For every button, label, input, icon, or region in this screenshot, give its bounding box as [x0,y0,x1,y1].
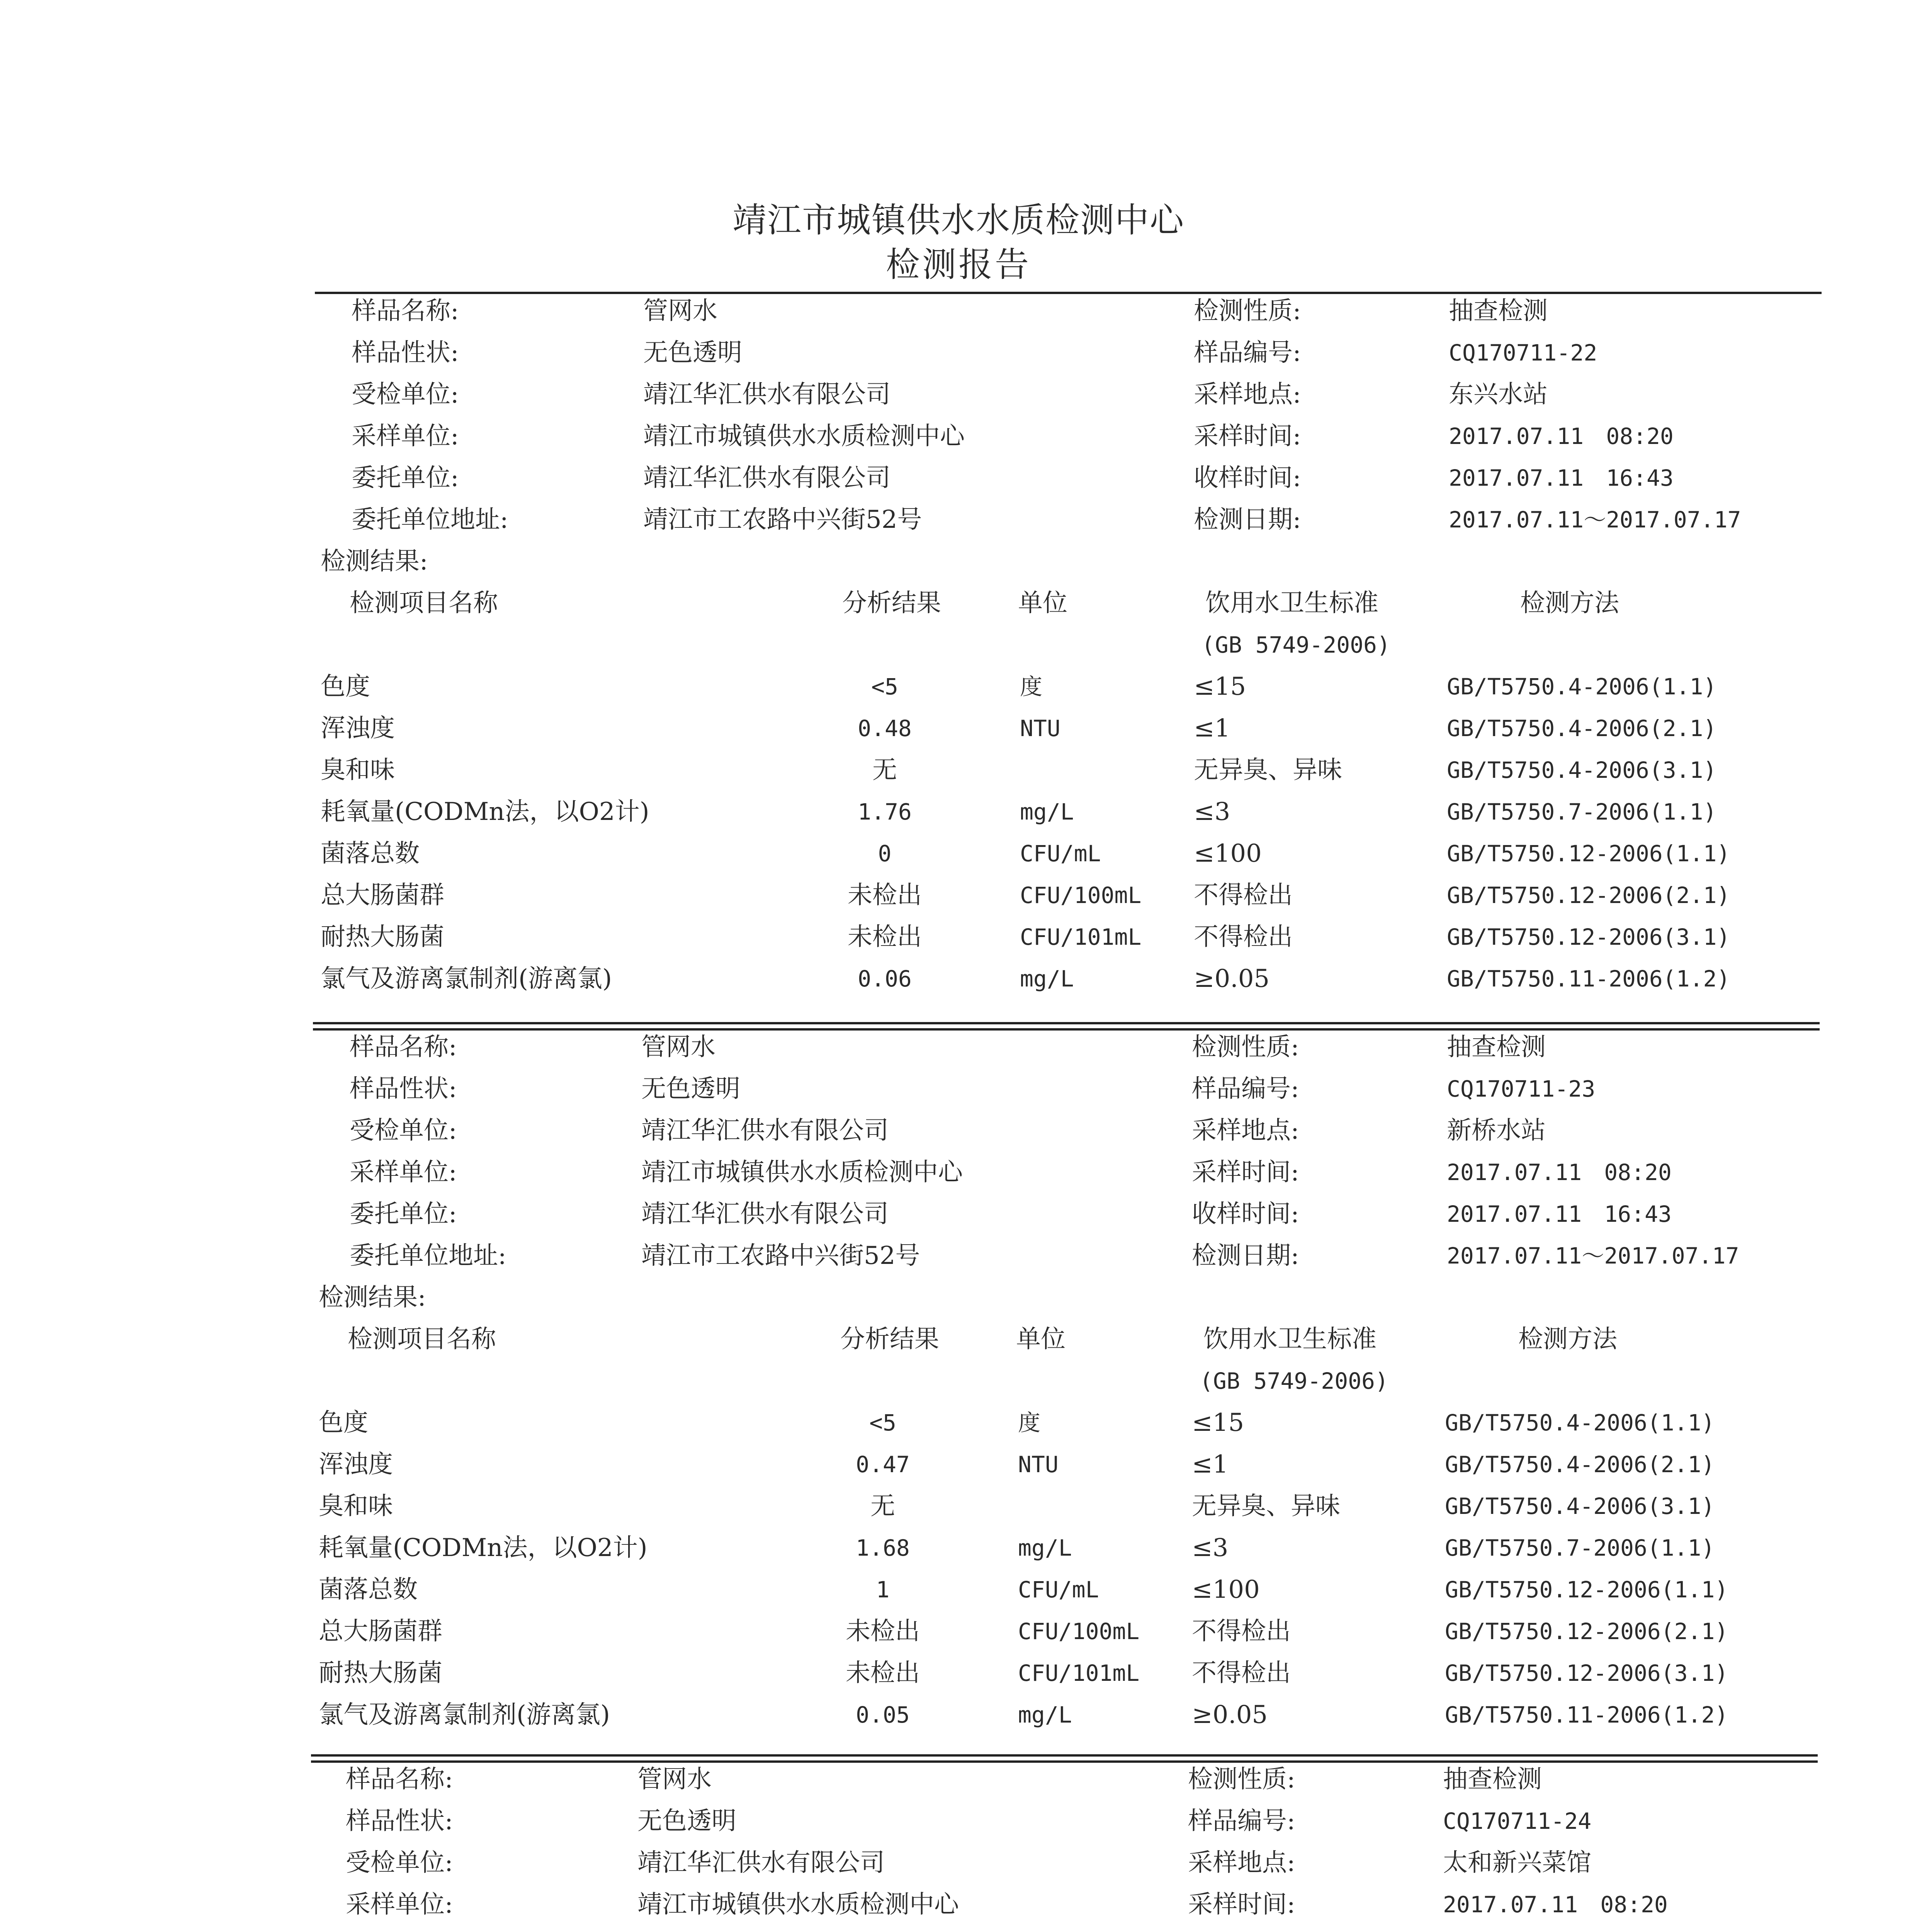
cell-result: 1.76 [858,799,912,825]
cell-item: 氯气及游离氯制剂(游离氯) [321,964,612,993]
cell-standard: 无异臭、异味 [1192,1492,1340,1520]
cell-method: GB/T5750.12-2006(1.1) [1447,840,1730,867]
cell-unit: mg/L [1018,1535,1072,1561]
info-value-sample-state: 无色透明 [641,1075,740,1103]
col-header-item: 检测项目名称 [350,589,498,617]
cell-standard: ≤15 [1194,672,1246,701]
info-value-sampling-time: 2017.07.11 08:20 [1447,1159,1672,1185]
info-label: 采样地点: [1192,1116,1299,1145]
cell-unit: mg/L [1020,966,1074,992]
info-value-inspected-unit: 靖江华汇供水有限公司 [637,1849,885,1877]
cell-item: 耗氧量(CODMn法，以O2计) [321,798,649,826]
info-value-sample-state: 无色透明 [637,1807,736,1835]
info-label: 采样地点: [1188,1849,1295,1877]
cell-standard: ≤1 [1192,1450,1229,1479]
cell-item: 臭和味 [319,1492,393,1520]
cell-method: GB/T5750.12-2006(2.1) [1447,882,1730,908]
cell-unit: 度 [1018,1410,1041,1436]
info-label: 样品性状: [352,338,459,367]
cell-item: 耐热大肠菌 [319,1659,442,1687]
info-label: 委托单位: [350,1200,457,1228]
cell-unit: mg/L [1018,1702,1072,1728]
cell-standard: ≤3 [1192,1534,1229,1562]
info-value-sample-state: 无色透明 [643,338,742,367]
info-label: 采样时间: [1188,1890,1295,1919]
cell-standard: 不得检出 [1192,1659,1291,1687]
info-value-sample-no: CQ170711-23 [1447,1076,1596,1102]
info-label: 检测性质: [1188,1765,1295,1794]
cell-result: 未检出 [846,1617,920,1646]
cell-standard: 不得检出 [1192,1617,1291,1646]
info-label: 采样时间: [1194,422,1301,451]
info-label: 采样时间: [1192,1158,1299,1187]
cell-method: GB/T5750.4-2006(1.1) [1447,673,1717,700]
info-value-client-unit: 靖江华汇供水有限公司 [643,464,891,492]
cell-unit: CFU/100mL [1020,882,1142,908]
cell-unit: NTU [1020,715,1060,742]
cell-item: 总大肠菌群 [321,881,444,910]
info-label: 样品名称: [352,297,459,325]
report-org-title: 靖江市城镇供水水质检测中心 [732,200,1185,240]
info-value-sampling-unit: 靖江市城镇供水水质检测中心 [643,422,965,451]
info-value-sampling-time: 2017.07.11 08:20 [1443,1891,1668,1918]
info-label: 受检单位: [352,380,459,409]
info-value-client-address: 靖江市工农路中兴街52号 [641,1242,920,1270]
cell-result: 无 [870,1492,895,1520]
info-label: 样品编号: [1188,1807,1295,1835]
info-value-receive-time: 2017.07.11 16:43 [1447,1201,1672,1227]
cell-method: GB/T5750.7-2006(1.1) [1447,799,1717,825]
col-header-unit: 单位 [1018,589,1067,617]
cell-result: 1 [876,1577,890,1603]
info-label: 收样时间: [1194,464,1301,492]
cell-unit: CFU/100mL [1018,1618,1140,1645]
cell-item: 菌落总数 [319,1575,418,1604]
cell-result: 无 [872,756,897,784]
info-value-sampling-site: 东兴水站 [1449,380,1548,409]
cell-item: 臭和味 [321,756,395,784]
col-header-standard-ref: (GB 5749-2006) [1200,1368,1388,1394]
sample-block-2 [0,1032,1917,1766]
results-heading: 检测结果: [319,1283,426,1312]
info-label: 采样单位: [346,1890,453,1919]
cell-standard: ≥0.05 [1192,1701,1268,1729]
info-value-test-date: 2017.07.11～2017.07.17 [1447,1243,1739,1269]
cell-item: 浑浊度 [319,1450,393,1479]
cell-unit: CFU/mL [1020,840,1101,867]
cell-method: GB/T5750.11-2006(1.2) [1445,1702,1728,1728]
info-value-inspected-unit: 靖江华汇供水有限公司 [641,1116,889,1145]
col-header-method: 检测方法 [1520,589,1619,617]
cell-method: GB/T5750.11-2006(1.2) [1447,966,1730,992]
cell-standard: ≥0.05 [1194,964,1270,993]
cell-result: 1.68 [856,1535,910,1561]
cell-result: 0.05 [856,1702,910,1728]
cell-result: 未检出 [848,881,922,910]
info-value-test-date: 2017.07.11～2017.07.17 [1449,507,1741,533]
info-value-test-nature: 抽查检测 [1449,297,1548,325]
col-header-standard: 饮用水卫生标准 [1205,589,1378,617]
cell-result: 0.47 [856,1451,910,1478]
info-value-test-nature: 抽查检测 [1443,1765,1542,1794]
cell-unit: CFU/101mL [1020,924,1142,950]
info-value-sampling-site: 太和新兴菜馆 [1443,1849,1591,1877]
cell-item: 耗氧量(CODMn法，以O2计) [319,1534,647,1562]
cell-unit: NTU [1018,1451,1059,1478]
results-heading: 检测结果: [321,547,428,576]
cell-method: GB/T5750.12-2006(3.1) [1447,924,1730,950]
col-header-result: 分析结果 [842,589,941,617]
info-label: 收样时间: [1192,1200,1299,1228]
col-header-method: 检测方法 [1518,1325,1617,1354]
info-label: 检测日期: [1194,505,1301,534]
cell-standard: 无异臭、异味 [1194,756,1342,784]
cell-unit: CFU/mL [1018,1577,1099,1603]
info-label: 样品编号: [1192,1075,1299,1103]
info-label: 样品名称: [346,1765,453,1794]
info-label: 受检单位: [346,1849,453,1877]
col-header-standard-ref: (GB 5749-2006) [1202,632,1390,658]
cell-method: GB/T5750.4-2006(3.1) [1447,757,1717,783]
info-label: 检测日期: [1192,1242,1299,1270]
info-label: 采样单位: [352,422,459,451]
cell-item: 氯气及游离氯制剂(游离氯) [319,1701,610,1729]
cell-method: GB/T5750.4-2006(1.1) [1445,1410,1715,1436]
cell-result: 0.48 [858,715,912,742]
cell-result: <5 [871,673,898,700]
info-value-client-unit: 靖江华汇供水有限公司 [641,1200,889,1228]
cell-item: 浑浊度 [321,714,395,743]
info-label: 检测性质: [1194,297,1301,325]
cell-result: 0.06 [858,966,912,992]
cell-item: 耐热大肠菌 [321,923,444,951]
info-value-sampling-time: 2017.07.11 08:20 [1449,423,1674,449]
cell-standard: 不得检出 [1194,923,1293,951]
cell-standard: ≤100 [1194,839,1262,868]
cell-item: 色度 [321,672,370,701]
cell-standard: ≤1 [1194,714,1230,743]
col-header-result: 分析结果 [840,1325,939,1354]
cell-result: 0 [878,840,892,867]
info-value-inspected-unit: 靖江华汇供水有限公司 [643,380,891,409]
cell-result: 未检出 [846,1659,920,1687]
sample-block-3 [0,1764,1917,1932]
report-title: 检测报告 [885,245,1031,284]
cell-standard: ≤3 [1194,798,1230,826]
sample-block-1 [0,296,1917,1030]
cell-standard: ≤15 [1192,1408,1244,1437]
info-label: 受检单位: [350,1116,457,1145]
cell-result: 未检出 [848,923,922,951]
info-value-sample-no: CQ170711-22 [1449,340,1598,366]
info-value-sample-name: 管网水 [637,1765,712,1794]
cell-standard: 不得检出 [1194,881,1293,910]
divider-top [315,292,1822,294]
info-label: 样品性状: [350,1075,457,1103]
info-value-receive-time: 2017.07.11 16:43 [1449,465,1674,491]
cell-item: 菌落总数 [321,839,420,868]
info-label: 检测性质: [1192,1033,1299,1061]
info-label: 样品性状: [346,1807,453,1835]
cell-result: <5 [869,1410,896,1436]
info-label: 采样地点: [1194,380,1301,409]
info-value-sample-no: CQ170711-24 [1443,1808,1592,1834]
cell-method: GB/T5750.12-2006(1.1) [1445,1577,1728,1603]
info-label: 采样单位: [350,1158,457,1187]
cell-unit: CFU/101mL [1018,1660,1140,1686]
col-header-item: 检测项目名称 [348,1325,496,1354]
cell-method: GB/T5750.4-2006(3.1) [1445,1493,1715,1519]
info-label: 委托单位: [352,464,459,492]
info-value-sample-name: 管网水 [641,1033,715,1061]
cell-method: GB/T5750.12-2006(3.1) [1445,1660,1728,1686]
info-label: 委托单位地址: [350,1242,506,1270]
cell-method: GB/T5750.4-2006(2.1) [1447,715,1717,742]
cell-method: GB/T5750.12-2006(2.1) [1445,1618,1728,1645]
cell-method: GB/T5750.4-2006(2.1) [1445,1451,1715,1478]
cell-item: 色度 [319,1408,368,1437]
info-value-sample-name: 管网水 [643,297,717,325]
info-value-sampling-unit: 靖江市城镇供水水质检测中心 [641,1158,963,1187]
info-value-sampling-unit: 靖江市城镇供水水质检测中心 [637,1890,959,1919]
info-label: 委托单位地址: [352,505,508,534]
cell-item: 总大肠菌群 [319,1617,442,1646]
info-value-client-address: 靖江市工农路中兴街52号 [643,505,922,534]
info-label: 样品名称: [350,1033,457,1061]
info-value-test-nature: 抽查检测 [1447,1033,1546,1061]
info-label: 样品编号: [1194,338,1301,367]
info-value-sampling-site: 新桥水站 [1447,1116,1546,1145]
cell-unit: 度 [1020,673,1043,700]
col-header-unit: 单位 [1016,1325,1066,1354]
cell-standard: ≤100 [1192,1575,1260,1604]
col-header-standard: 饮用水卫生标准 [1203,1325,1377,1354]
cell-unit: mg/L [1020,799,1074,825]
cell-method: GB/T5750.7-2006(1.1) [1445,1535,1715,1561]
